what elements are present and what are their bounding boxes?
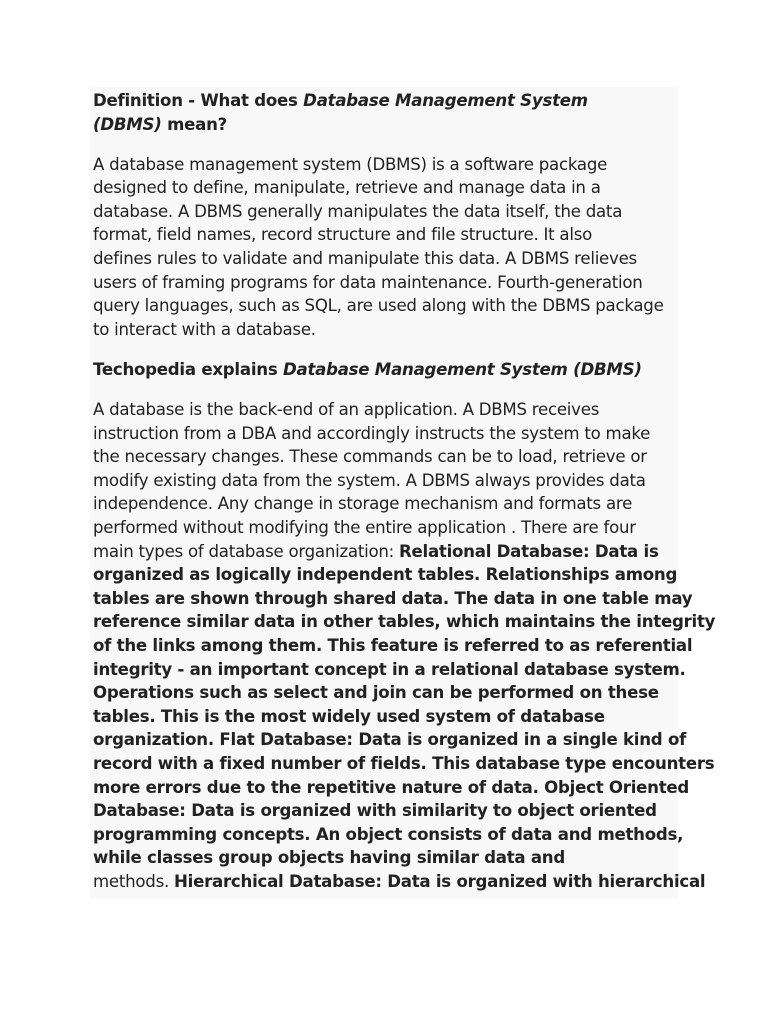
explains-line: instruction from a DBA and accordingly instructs the system to make bbox=[93, 423, 651, 443]
explains-bold-line: tables are shown through shared data. The data in one table may bbox=[93, 588, 693, 608]
definition-heading-suffix: mean? bbox=[161, 114, 228, 134]
explains-heading-term: Database Management System (DBMS) bbox=[282, 359, 642, 379]
definition-heading-line-2 bbox=[93, 113, 679, 137]
definition-heading-prefix: Definition - What does bbox=[93, 91, 304, 110]
explains-bold-line: Operations such as select and join can be performed on these bbox=[93, 683, 659, 703]
definition-heading-term: Database Management System bbox=[303, 91, 588, 110]
explains-heading-prefix: Techopedia explains bbox=[93, 359, 283, 379]
explains-mixed-bold: Relational Database: Data is bbox=[399, 541, 659, 561]
explains-heading bbox=[93, 358, 679, 382]
explains-line: performed without modifying the entire application . There are four bbox=[93, 518, 636, 537]
explains-heading-line bbox=[93, 358, 679, 382]
explains-bold-line: organized as logically independent tables. Relationships among bbox=[93, 565, 678, 585]
explains-paragraph bbox=[93, 398, 716, 893]
definition-paragraph bbox=[93, 153, 679, 342]
definition-line: format, field names, record structure and file structure. It also bbox=[93, 225, 592, 245]
explains-bold-line: tables. This is the most widely used system of database bbox=[93, 706, 605, 726]
definition-heading bbox=[93, 89, 679, 136]
explains-bold-line: more errors due to the repetitive nature of data. Object Oriented bbox=[93, 777, 690, 797]
explains-last-regular: methods. bbox=[93, 871, 175, 891]
definition-line: defines rules to validate and manipulate this data. A DBMS relieves bbox=[93, 249, 637, 269]
explains-bold-line: record with a fixed number of fields. This database type encounters bbox=[93, 753, 715, 773]
definition-heading-term-abbrev: (DBMS) bbox=[93, 114, 162, 134]
definition-line: to interact with a database. bbox=[93, 319, 316, 339]
explains-line: modify existing data from the system. A DBMS always provides data bbox=[93, 470, 646, 490]
explains-bold-line: integrity - an important concept in a relational database system. bbox=[93, 659, 686, 679]
definition-line: A database management system (DBMS) is a software package bbox=[93, 154, 608, 174]
explains-bold-line: reference similar data in other tables, which maintains the integrity bbox=[93, 612, 716, 632]
explains-bold-line: Database: Data is organized with similarity to object oriented bbox=[93, 801, 657, 821]
definition-heading-line-1 bbox=[93, 89, 679, 113]
explains-last-bold: Hierarchical Database: Data is organized with hierarchical bbox=[174, 871, 706, 891]
explains-bold-line: programming concepts. An object consists of data and methods, bbox=[93, 824, 684, 844]
explains-bold-line: of the links among them. This feature is referred to as referential bbox=[93, 635, 693, 655]
explains-bold-line: organization. Flat Database: Data is organized in a single kind of bbox=[93, 730, 687, 750]
explains-mixed-regular: main types of database organization: bbox=[93, 541, 399, 561]
explains-line: A database is the back-end of an application. A DBMS receives bbox=[93, 400, 600, 420]
explains-line: independence. Any change in storage mechanism and formats are bbox=[93, 494, 633, 514]
definition-line: database. A DBMS generally manipulates the data itself, the data bbox=[93, 201, 623, 221]
explains-bold-line: while classes group objects having similar data and bbox=[93, 848, 566, 868]
explains-mixed-line bbox=[93, 540, 679, 564]
definition-line: query languages, such as SQL, are used along with the DBMS package bbox=[93, 296, 664, 316]
definition-line: users of framing programs for data maintenance. Fourth-generation bbox=[93, 272, 643, 292]
document-text bbox=[93, 89, 716, 910]
explains-last-line bbox=[93, 870, 706, 894]
definition-line: designed to define, manipulate, retrieve and manage data in a bbox=[93, 178, 601, 198]
explains-line: the necessary changes. These commands can be to load, retrieve or bbox=[93, 447, 647, 467]
